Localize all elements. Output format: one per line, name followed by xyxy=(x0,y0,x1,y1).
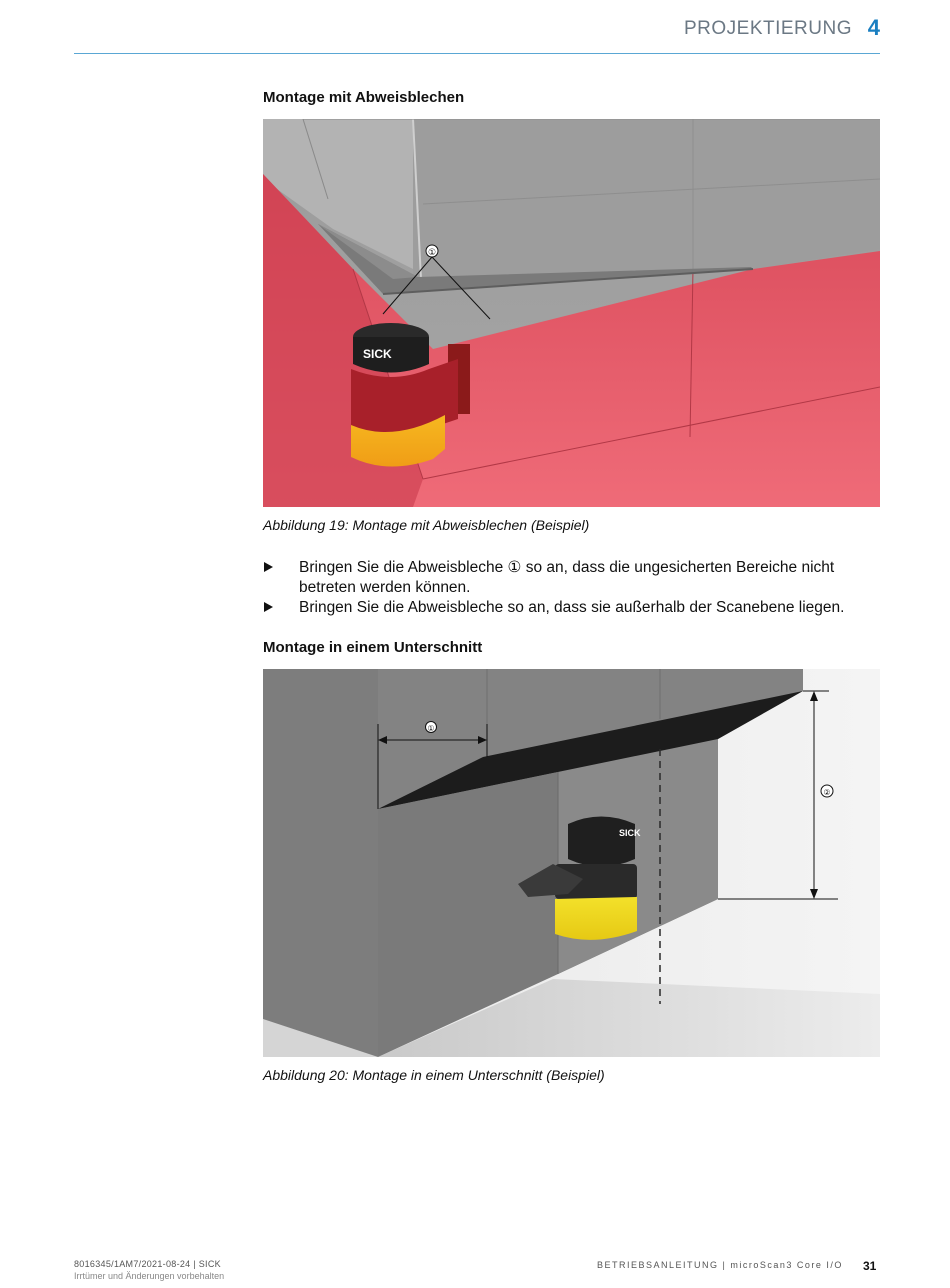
figure-19-callout-1: ① xyxy=(427,248,437,258)
instruction-item: Bringen Sie die Abweisbleche so an, dass sie außerhalb der Scanebene liegen. xyxy=(263,598,880,618)
section-title-abweisbleche: Montage mit Abweisblechen xyxy=(263,89,465,106)
bullet-triangle-icon xyxy=(264,562,273,572)
figure-20-device-label: SICK xyxy=(619,828,641,838)
footer-left xyxy=(74,1258,224,1282)
page-number: 31 xyxy=(863,1259,877,1273)
chapter-number: 4 xyxy=(867,15,880,40)
instruction-item: Bringen Sie die Abweisbleche ① so an, dass die ungesicherten Bereiche nicht betreten werden können. xyxy=(263,558,880,598)
footer-manual: BETRIEBSANLEITUNG | microScan3 Core I/O xyxy=(597,1260,843,1270)
figure-20-caption: Abbildung 20: Montage in einem Unterschnitt (Beispiel) xyxy=(263,1067,605,1083)
figure-20-callout-1: ① xyxy=(427,724,435,733)
footer-disclaimer: Irrtümer und Änderungen vorbehalten xyxy=(74,1271,225,1281)
section-title-unterschnitt: Montage in einem Unterschnitt xyxy=(263,639,483,656)
bullet-triangle-icon xyxy=(264,602,273,612)
chapter-title: PROJEKTIERUNG xyxy=(683,18,852,39)
figure-20 xyxy=(263,669,880,1057)
figure-19-illustration xyxy=(263,119,880,507)
figure-19-device-label: SICK xyxy=(363,347,392,361)
figure-20-illustration xyxy=(263,669,880,1057)
figure-20-callout-2: ② xyxy=(823,788,831,797)
header-rule xyxy=(74,53,880,54)
footer-doc-id: 8016345/1AM7/2021-08-24 | SICK xyxy=(74,1259,221,1269)
figure-19-caption: Abbildung 19: Montage mit Abweisblechen (Beispiel) xyxy=(263,517,590,533)
figure-19 xyxy=(263,119,880,507)
instruction-list xyxy=(263,558,880,618)
